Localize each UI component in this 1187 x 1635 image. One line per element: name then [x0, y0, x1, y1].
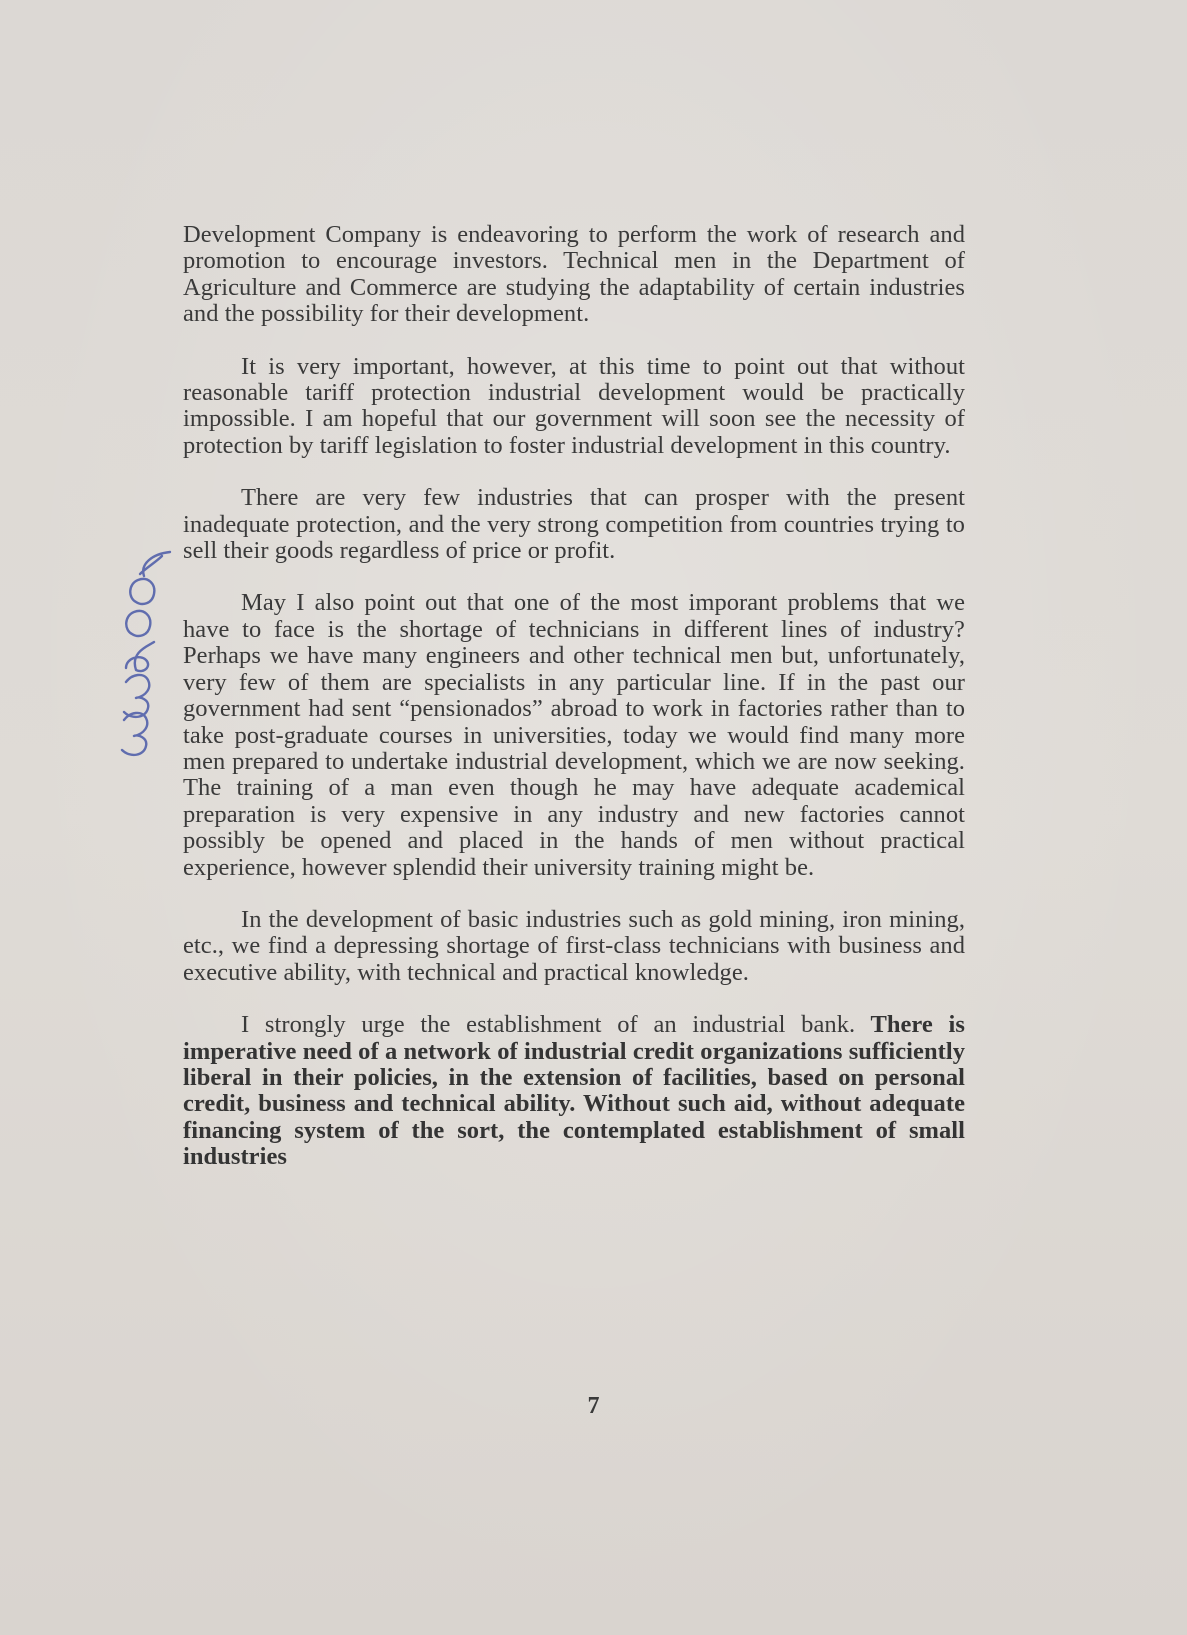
- paragraph-3: There are very few industries that can prosper with the present inadequate protection, and the very strong competition from countries trying to sell their goods regardless of price or profit.: [183, 484, 965, 565]
- paragraph-6-rest: There is imperative need of a network of industrial credit organizations sufficiently liberal in their policies, in the extension of facilities, based on personal credit, business and technical ability. Without such aid, without adequate financing system of the sort, the contemplated establishment of small industries: [183, 1011, 965, 1171]
- paragraph-5: In the development of basic industries such as gold mining, iron mining, etc., we find a depressing shortage of first-class technicians with business and executive ability, with technical and practical knowledge.: [183, 905, 965, 986]
- paragraph-6-lead: I strongly urge the establishment of an industrial bank.: [241, 1011, 856, 1039]
- paragraph-2: It is very important, however, at this time to point out that without reasonable tariff protection industrial development would be practically impossible. I am hopeful that our government will soon see the necessity of protection by tariff legislation to foster industrial development in this country.: [183, 352, 965, 459]
- body-text: [183, 222, 965, 1197]
- handwritten-annotation-mark: [100, 550, 180, 780]
- paragraph-4: May I also point out that one of the most imporant problems that we have to face is the shortage of technicians in different lines of industry? Perhaps we have many engineers and other technical men but, unfortunately, very few of them are specialists in any particular line. If in the past our government had sent “pensionados” abroad to work in factories rather than to take post-graduate courses in universities, today we would find many more men prepared to undertake industrial development, which we are now seeking. The training of a man even though he may have adequate academical preparation is very expensive in any industry and new factories cannot possibly be opened and placed in the hands of men without practical experience, however splendid their university training might be.: [183, 589, 965, 881]
- page-number: 7: [587, 1393, 600, 1419]
- paragraph-1: Development Company is endeavoring to perform the work of research and promotion to encourage investors. Technical men in the Department of Agriculture and Commerce are studying the adaptability of certain industries and the possibility for their development.: [183, 221, 965, 328]
- paragraph-6: [183, 1012, 965, 1170]
